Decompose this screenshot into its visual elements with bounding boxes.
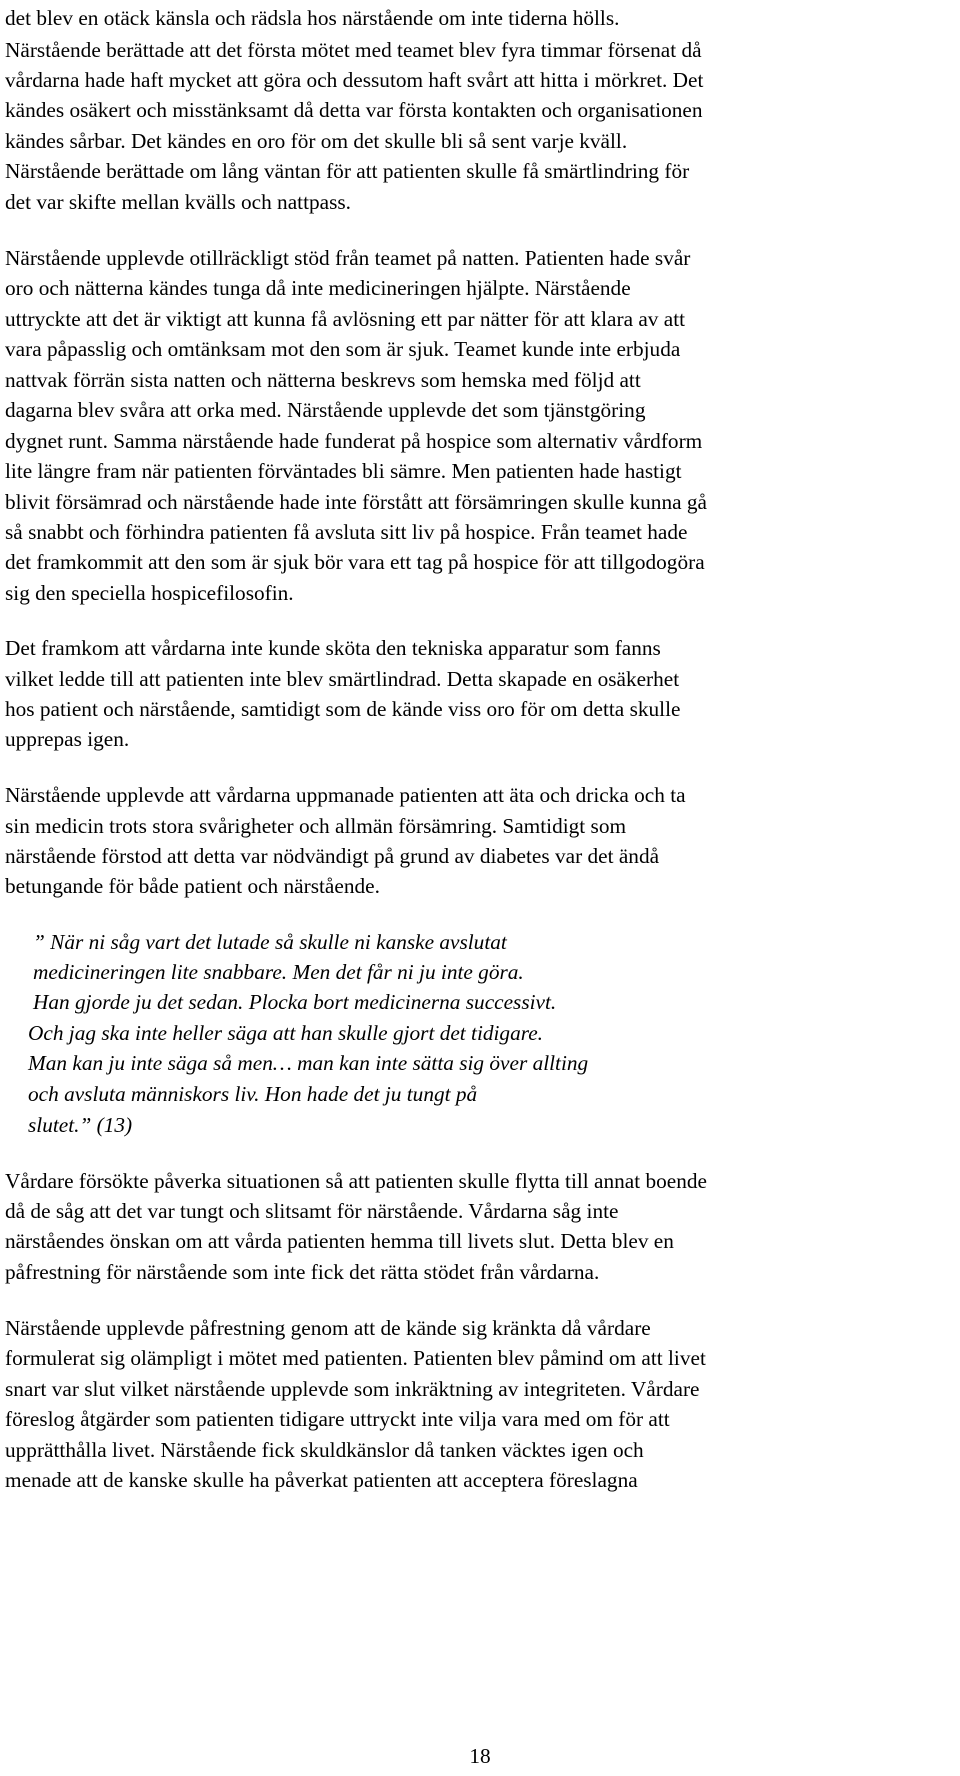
text-line: Närstående upplevde påfrestning genom att de kände sig kränkta då vårdare xyxy=(5,1316,651,1340)
text-line: Närstående upplevde att vårdarna uppmanade patienten att äta och dricka och ta xyxy=(5,783,686,807)
text-line: Närstående berättade om lång väntan för att patienten skulle få smärtlindring för xyxy=(5,159,690,183)
text-line: blivit försämrad och närstående hade inte förstått att försämringen skulle kunna gå xyxy=(5,490,707,514)
quote-line: Han gjorde ju det sedan. Plocka bort medicinerna successivt. xyxy=(33,990,557,1014)
text-line: Det framkom att vårdarna inte kunde sköta den tekniska apparatur som fanns xyxy=(5,636,661,660)
text-line: sig den speciella hospicefilosofin. xyxy=(5,581,294,605)
text-line: vara påpasslig och omtänksam mot den som är sjuk. Teamet kunde inte erbjuda xyxy=(5,337,681,361)
text-line: då de såg att det var tungt och slitsamt för närstående. Vårdarna såg inte xyxy=(5,1199,619,1223)
quote-line: Och jag ska inte heller säga att han skulle gjort det tidigare. xyxy=(28,1021,544,1045)
text-line: kändes sårbar. Det kändes en oro för om det skulle bli så sent varje kväll. xyxy=(5,129,628,153)
text-line: det framkommit att den som är sjuk bör vara ett tag på hospice för att tillgodogöra xyxy=(5,550,705,574)
text-line: närstående förstod att detta var nödvändigt på grund av diabetes var det ändå xyxy=(5,844,660,868)
text-line: upprätthålla livet. Närstående fick skuldkänslor då tanken väcktes igen och xyxy=(5,1438,644,1462)
text-line: så snabbt och förhindra patienten få avsluta sitt liv på hospice. Från teamet hade xyxy=(5,520,688,544)
text-line: det blev en otäck känsla och rädsla hos närstående om inte tiderna hölls. xyxy=(5,6,620,30)
page-number: 18 xyxy=(469,1744,491,1768)
text-line: snart var slut vilket närstående upplevde som inkräktning av integriteten. Vårdare xyxy=(5,1377,700,1401)
text-line: oro och nätterna kändes tunga då inte medicineringen hjälpte. Närstående xyxy=(5,276,631,300)
text-line: föreslog åtgärder som patienten tidigare uttryckt inte vilja vara med om för att xyxy=(5,1407,670,1431)
text-line: vilket ledde till att patienten inte blev smärtlindrad. Detta skapade en osäkerhet xyxy=(5,667,680,691)
text-line: dygnet runt. Samma närstående hade funderat på hospice som alternativ vårdform xyxy=(5,429,703,453)
text-line: närståendes önskan om att vårda patienten hemma till livets slut. Detta blev en xyxy=(5,1229,674,1253)
quote-line: och avsluta människors liv. Hon hade det ju tungt på xyxy=(28,1082,478,1106)
text-line: upprepas igen. xyxy=(5,727,130,751)
text-line: Närstående berättade att det första mötet med teamet blev fyra timmar försenat då xyxy=(5,38,702,62)
text-line: dagarna blev svåra att orka med. Närstående upplevde det som tjänstgöring xyxy=(5,398,646,422)
text-line: kändes osäkert och misstänksamt då detta var första kontakten och organisationen xyxy=(5,98,703,122)
text-line: menade att de kanske skulle ha påverkat patienten att acceptera föreslagna xyxy=(5,1468,638,1492)
text-line: hos patient och närstående, samtidigt som de kände viss oro för om detta skulle xyxy=(5,697,681,721)
text-line: formulerat sig olämpligt i mötet med patienten. Patienten blev påmind om att livet xyxy=(5,1346,706,1370)
quote-line: slutet.” (13) xyxy=(28,1113,133,1137)
text-line: det var skifte mellan kvälls och nattpass. xyxy=(5,190,351,214)
text-line: vårdarna hade haft mycket att göra och dessutom haft svårt att hitta i mörkret. Det xyxy=(5,68,704,92)
text-line: nattvak förrän sista natten och nätterna beskrevs som hemska med följd att xyxy=(5,368,641,392)
text-line: Närstående upplevde otillräckligt stöd från teamet på natten. Patienten hade svår xyxy=(5,246,691,270)
quote-line: ” När ni såg vart det lutade så skulle ni kanske avslutat xyxy=(33,930,507,954)
text-line: betungande för både patient och närstående. xyxy=(5,874,380,898)
text-line: Vårdare försökte påverka situationen så att patienten skulle flytta till annat boende xyxy=(5,1169,707,1193)
quote-line: Man kan ju inte säga så men… man kan inte sätta sig över allting xyxy=(28,1051,589,1075)
text-line: uttryckte att det är viktigt att kunna få avlösning ett par nätter för att klara av att xyxy=(5,307,686,331)
text-line: lite längre fram när patienten förväntades bli sämre. Men patienten hade hastigt xyxy=(5,459,682,483)
text-line: sin medicin trots stora svårigheter och allmän försämring. Samtidigt som xyxy=(5,814,627,838)
text-line: påfrestning för närstående som inte fick det rätta stödet från vårdarna. xyxy=(5,1260,600,1284)
quote-line: medicineringen lite snabbare. Men det får ni ju inte göra. xyxy=(33,960,524,984)
